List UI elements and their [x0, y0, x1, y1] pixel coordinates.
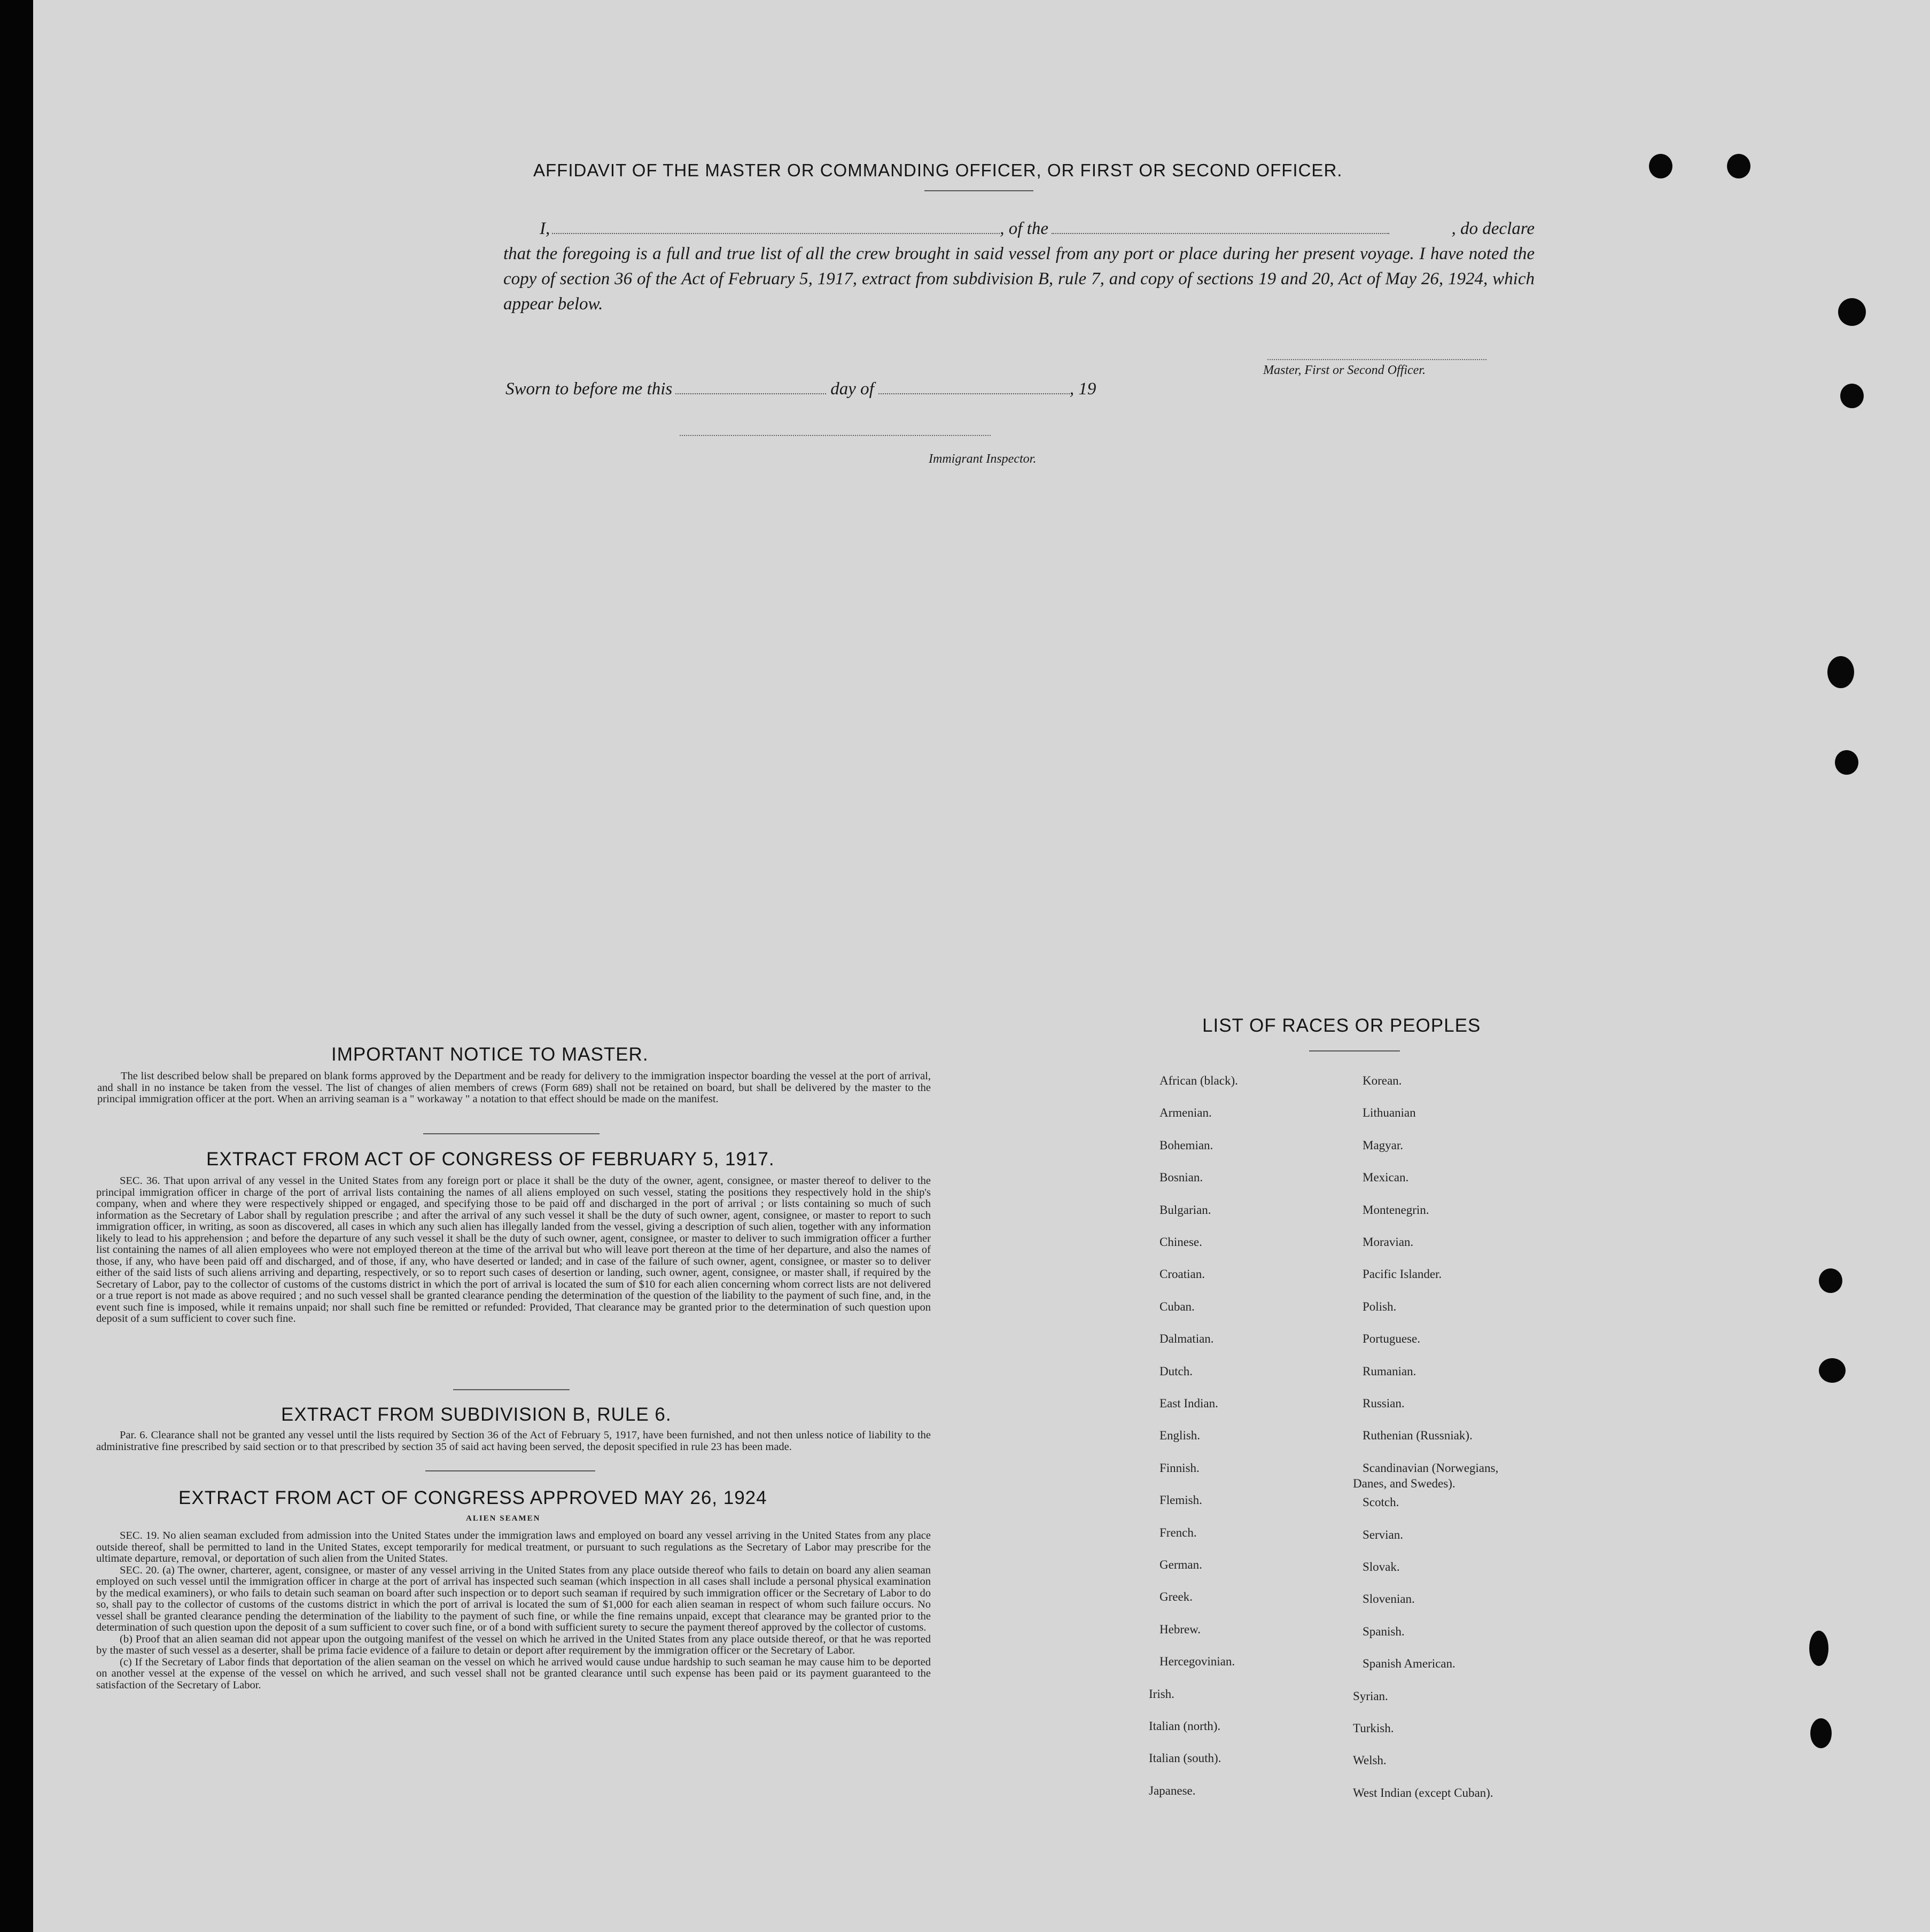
sec-19: SEC. 19. No alien seaman excluded from admission into the United States under the immigration laws and employed on board any vessel arriving in the United States from any place outside thereof, shall be permitted to land in the United States, except temporarily for medical treatment, or pursuant to such regulations as the Secretary of Labor may prescribe for the ultimate departure, removal, or deportation of such alien from the United States. — [96, 1530, 931, 1564]
race-item: Korean. — [1363, 1074, 1402, 1087]
race-item: Scotch. — [1363, 1495, 1399, 1509]
sworn-line: Sworn to before me this day of , 19 — [505, 377, 1096, 399]
extract-rule6-text: Par. 6. Clearance shall not be granted any vessel until the lists required by Section 36 of the Act of February 5, 1917, have been furnished, and not then unless notice of liability to the administrative fine prescribed by said section or to that prescribed by section 35 of said act having been served, the deposit specified in rule 23 has been made. — [96, 1429, 931, 1453]
race-item: Bulgarian. — [1159, 1203, 1211, 1217]
races-title: LIST OF RACES OR PEOPLES — [1202, 1015, 1481, 1036]
divider — [453, 1389, 570, 1390]
race-item: Armenian. — [1159, 1106, 1212, 1120]
race-item: Moravian. — [1363, 1235, 1414, 1249]
race-item: Italian (north). — [1149, 1719, 1221, 1733]
race-item: West Indian (except Cuban). — [1353, 1786, 1493, 1799]
race-item: Slovenian. — [1363, 1592, 1415, 1606]
punch-hole — [1727, 154, 1750, 178]
punch-hole — [1827, 656, 1854, 688]
divider — [425, 1470, 595, 1471]
race-item: Danes, and Swedes). — [1353, 1477, 1456, 1490]
inspector-caption: Immigrant Inspector. — [929, 452, 1037, 466]
race-item: Bohemian. — [1159, 1138, 1213, 1152]
race-item: Magyar. — [1363, 1138, 1404, 1152]
race-item: Pacific Islander. — [1363, 1267, 1442, 1281]
race-item: Hebrew. — [1159, 1622, 1201, 1636]
race-item: Syrian. — [1353, 1689, 1388, 1703]
race-item: Greek. — [1159, 1590, 1193, 1604]
race-item: East Indian. — [1159, 1397, 1218, 1410]
punch-hole — [1819, 1268, 1842, 1293]
punch-hole — [1809, 1631, 1828, 1666]
signature-line[interactable] — [1267, 359, 1487, 360]
race-item: French. — [1159, 1525, 1197, 1539]
divider — [924, 190, 1033, 191]
extract-1924-text — [96, 1530, 931, 1691]
race-item: Bosnian. — [1159, 1171, 1203, 1185]
race-item: Scandinavian (Norwegians, — [1363, 1461, 1499, 1475]
race-item: Irish. — [1149, 1687, 1174, 1701]
race-item: African (black). — [1159, 1074, 1238, 1087]
signer-caption: Master, First or Second Officer. — [1263, 363, 1426, 377]
form-page — [33, 0, 1930, 1932]
sec-20a: SEC. 20. (a) The owner, charterer, agent, consignee, or master of any vessel arriving in the United States from any place outside thereof who fails to detain on board any alien seaman employed on such vessel until the immigration officer in charge at the port of arrival has inspected such seaman (which inspection in all cases shall include a personal physical examination by the medical examiners), or who fails to detain such seaman on board after such inspection or to deport such seaman if required by such immigration officer or the Secretary of Labor to do so, shall pay to the collector of customs of the customs district in which the port of arrival is located the sum of $1,000 for each alien seaman in respect of whom such failure occurs. No vessel shall be granted clearance pending the determination of the liability to the payment of such fine, or while the fine remains unpaid, except that clearance may be granted prior to the determination of such question upon the deposit of a sum sufficient to cover such fine, or of a bond with sufficient surety to secure the payment thereof approved by the collector of customs. — [96, 1564, 931, 1633]
punch-hole — [1810, 1718, 1832, 1748]
sworn-day-field[interactable] — [675, 377, 826, 394]
declaration-first-line: I, , of the , do declare — [503, 216, 1535, 242]
declaration-body: that the foregoing is a full and true list of all the crew brought in said vessel from any port or place during her present voyage. I have noted the copy of section 36 of the Act of February 5, 1917, extract from subdivision B, rule 7, and copy of sections 19 and 20, Act of May 26, 1924, which appear below. — [503, 244, 1535, 314]
extract-1917-title: EXTRACT FROM ACT OF CONGRESS OF FEBRUARY 5, 1917. — [206, 1149, 775, 1170]
race-item: Dalmatian. — [1159, 1332, 1214, 1346]
extract-1924-title: EXTRACT FROM ACT OF CONGRESS APPROVED MAY 26, 1924 — [178, 1487, 767, 1508]
affidavit-title: AFFIDAVIT OF THE MASTER OR COMMANDING OFFICER, OR FIRST OR SECOND OFFICER. — [533, 160, 1343, 180]
race-item: Finnish. — [1159, 1461, 1200, 1475]
race-item: Portuguese. — [1363, 1332, 1420, 1346]
sec-20c: (c) If the Secretary of Labor finds that deportation of the alien seaman on the vessel on which he arrived would cause undue hardship to such seaman he may cause him to be deported on another vessel at the expense of the vessel on which he arrived, and such vessel shall not be granted clearance until such expense has been paid or its payment guaranteed to the satisfaction of the Secretary of Labor. — [96, 1656, 931, 1691]
race-item: Spanish. — [1363, 1624, 1405, 1638]
race-item: Mexican. — [1363, 1171, 1409, 1185]
race-item: German. — [1159, 1558, 1202, 1571]
notice-title: IMPORTANT NOTICE TO MASTER. — [331, 1044, 649, 1065]
declaration-paragraph — [503, 216, 1535, 317]
name-field[interactable] — [552, 217, 1000, 234]
race-item: Hercegovinian. — [1159, 1655, 1235, 1669]
race-item: Spanish American. — [1363, 1657, 1456, 1671]
race-item: Welsh. — [1353, 1754, 1387, 1767]
race-item: Montenegrin. — [1363, 1203, 1429, 1217]
race-item: Servian. — [1363, 1528, 1404, 1541]
notice-text: The list described below shall be prepared on blank forms approved by the Department and be ready for delivery to the immigration inspector boarding the vessel at the port of arrival, and shall in no instance be taken from the vessel. The list of changes of alien members of crews (Form 689) shall not be retained on board, but shall be delivered by the master to the principal immigration officer at the port. When an arriving seaman is a " workaway " a notation to that effect should be made on the manifest. — [97, 1070, 931, 1105]
race-item: Turkish. — [1353, 1721, 1394, 1735]
race-item: Rumanian. — [1363, 1364, 1417, 1378]
punch-hole — [1838, 298, 1866, 326]
inspector-signature-line[interactable] — [680, 435, 991, 436]
race-item: Russian. — [1363, 1397, 1405, 1410]
race-item: English. — [1159, 1429, 1201, 1443]
race-item: Polish. — [1363, 1299, 1397, 1313]
race-item: Croatian. — [1159, 1267, 1205, 1281]
alien-seamen-subtitle: ALIEN SEAMEN — [466, 1514, 541, 1523]
race-item: Dutch. — [1159, 1364, 1193, 1378]
sec-20b: (b) Proof that an alien seaman did not appear upon the outgoing manifest of the vessel on which he arrived in the United States from any place outside thereof, or that he was reported by the master of such vessel as a deserter, shall be prima facie evidence of a failure to detain or deport after requirement by the immigration officer or the Secretary of Labor. — [96, 1633, 931, 1656]
sworn-month-field[interactable] — [878, 377, 1070, 394]
extract-rule6-title: EXTRACT FROM SUBDIVISION B, RULE 6. — [281, 1404, 672, 1425]
race-item: Slovak. — [1363, 1560, 1400, 1573]
vessel-field[interactable] — [1052, 217, 1389, 234]
race-item: Lithuanian — [1363, 1106, 1416, 1120]
punch-hole — [1819, 1358, 1846, 1383]
divider — [423, 1133, 600, 1134]
punch-hole — [1835, 750, 1858, 775]
extract-1917-text: SEC. 36. That upon arrival of any vessel in the United States from any foreign port or place it shall be the duty of the owner, agent, consignee, or master thereof to deliver to the principal immigration officer in charge of the port of arrival lists containing the names of all aliens employed on such vessel, stating the positions they respectively hold in the ship's company, when and where they were respectively shipped or engaged, and specifying those to be paid off and discharged in the port of arrival ; or lists containing so much of such information as the Secretary of Labor shall by regulation prescribe ; and after the arrival of any such vessel it shall be the duty of such owner, agent, consignee, or master to report to such immigration officer, in writing, as soon as discovered, all cases in which any such alien has illegally landed from the vessel, giving a description of such alien, together with any information likely to lead to his apprehension ; and before the departure of any such vessel it shall be the duty of such owner, agent, consignee, or master to deliver to such immigration officer a further list containing the names of all alien employees who were not employed thereon at the time of the arrival but who will leave port thereon at the time of her departure, and also the names of those, if any, who have been paid off and discharged, and of those, if any, who have deserted or landed; and in case of the failure of such owner, agent, consignee, or master so to deliver either of the said lists of such aliens arriving and departing, respectively, or so to report such cases of desertion or landing, such owner, agent, consignee, or master shall, if required by the Secretary of Labor, pay to the collector of customs of the customs district in which the port of arrival is located the sum of $10 for each alien concerning whom correct lists are not delivered or a true report is not made as above required ; and no such vessel shall be granted clearance pending the determination of the question of the liability to the payment of such fine, and, in the event such fine is imposed, while it remains unpaid; nor shall such fine be remitted or refunded: Provided, That clearance may be granted prior to the determination of such question upon deposit of a sum sufficient to cover such fine. — [96, 1175, 931, 1325]
race-item: Italian (south). — [1149, 1751, 1221, 1765]
punch-hole — [1649, 154, 1672, 178]
race-item: Japanese. — [1149, 1783, 1196, 1797]
divider — [1309, 1050, 1400, 1051]
race-item: Ruthenian (Russniak). — [1363, 1429, 1473, 1443]
punch-hole — [1840, 384, 1864, 408]
race-item: Chinese. — [1159, 1235, 1202, 1249]
race-item: Cuban. — [1159, 1299, 1195, 1313]
race-item: Flemish. — [1159, 1493, 1202, 1507]
